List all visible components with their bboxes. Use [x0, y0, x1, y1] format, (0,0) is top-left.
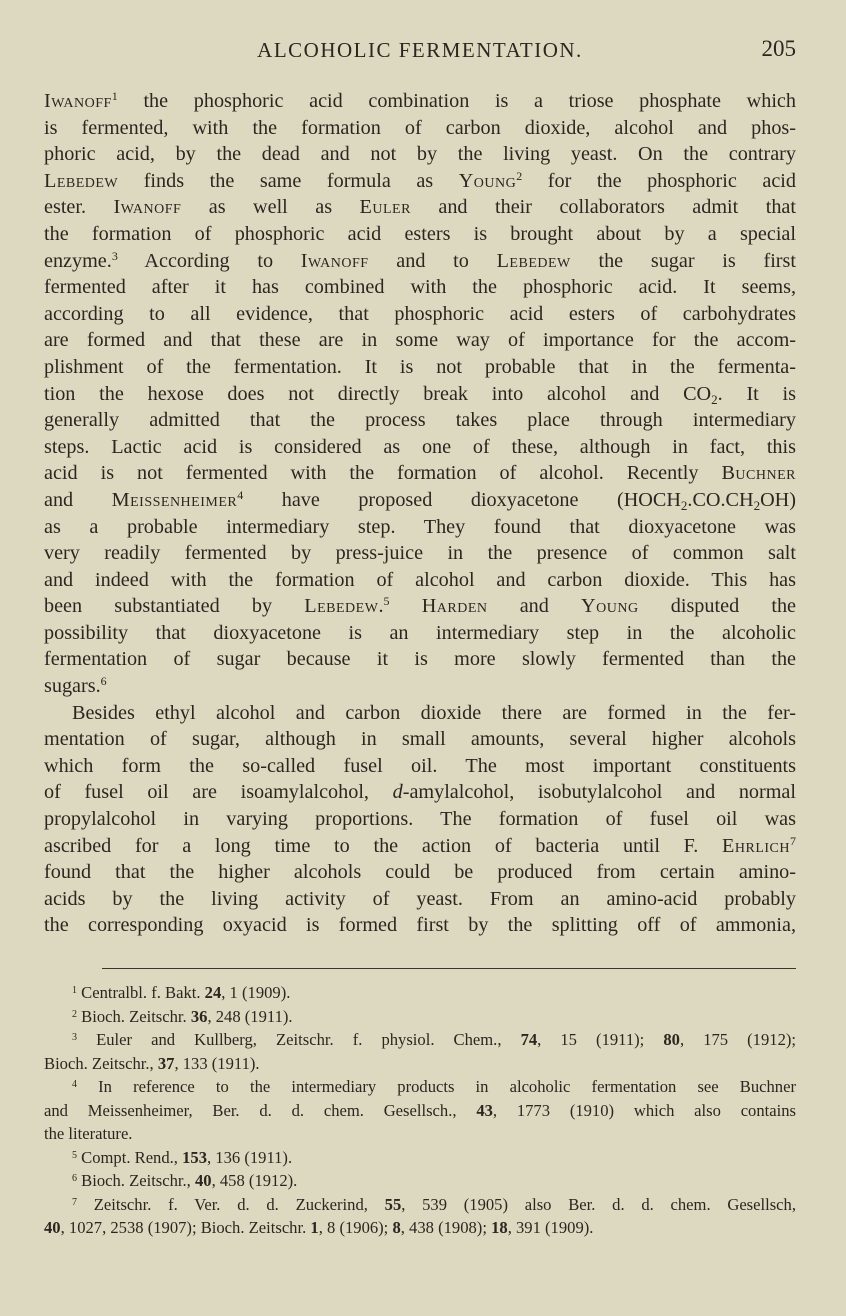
text-line: very readily fermented by press-juice in the presence of common salt	[44, 542, 796, 565]
footnote-divider	[102, 968, 796, 969]
footnote-ref: 5	[383, 594, 390, 609]
text-run: ascribed for a long time to the action of bacteria until F.	[44, 834, 723, 857]
paragraph-1	[44, 88, 796, 700]
running-title: ALCOHOLIC FERMENTATION.	[257, 38, 583, 62]
volume-number: 74	[520, 1030, 538, 1049]
author-name: Iwanoff	[300, 249, 369, 272]
text-run: and	[44, 488, 112, 511]
paragraph-2	[44, 700, 796, 939]
subscript: 2	[753, 497, 761, 513]
text-run: the phosphoric acid combination is a triose phosphate which	[117, 90, 796, 112]
footnote-number: 4	[72, 1079, 77, 1090]
author-name: Young	[581, 595, 639, 618]
text-line: Besides ethyl alcohol and carbon dioxide there are formed in the fer-	[72, 701, 796, 724]
text-run: have proposed dioxyacetone (HOCH	[243, 488, 681, 511]
text-run: Euler and Kullberg, Zeitschr. f. physiol. Chem.,	[77, 1030, 521, 1049]
page-header	[44, 36, 796, 68]
volume-number: 37	[157, 1053, 175, 1073]
volume-number: 43	[476, 1100, 493, 1120]
subscript: 2	[680, 497, 688, 513]
text-run: Compt. Rend.,	[77, 1147, 183, 1167]
text-line: are formed and that these are in some way of importance for the accom-	[44, 329, 796, 352]
text-run: for the phosphoric acid	[522, 169, 796, 192]
author-name: Iwanoff	[44, 90, 112, 112]
text-run: , 175 (1912);	[679, 1030, 797, 1049]
author-name: Lebedew	[44, 169, 119, 192]
text-run: , 8 (1906);	[318, 1218, 393, 1237]
text-line: fermentation of sugar because it is more slowly fermented than the	[44, 648, 796, 671]
text-run: , 1027, 2538 (1907); Bioch. Zeitschr.	[60, 1218, 311, 1237]
text-run: tion the hexose does not directly break into alcohol and CO	[44, 382, 712, 405]
author-name: Buchner	[721, 462, 796, 485]
volume-number: 24	[204, 983, 222, 1002]
footnote-ref: 3	[111, 248, 118, 263]
text-line: and indeed with the formation of alcohol and carbon dioxide. This has	[44, 568, 796, 591]
footnote-3	[44, 1028, 796, 1052]
text-run: enzyme.	[44, 249, 112, 272]
author-name: Young	[458, 169, 517, 192]
footnote-number: 5	[72, 1149, 77, 1161]
text-line	[44, 381, 796, 408]
text-run: been substantiated by	[44, 595, 305, 618]
volume-number: 18	[491, 1218, 508, 1237]
text-line: is fermented, with the formation of carbon dioxide, alcohol and phos-	[44, 116, 796, 139]
author-name: Ehrlich	[722, 834, 790, 857]
text-run	[389, 595, 421, 617]
footnote-4	[44, 1075, 796, 1099]
footnote-number: 6	[72, 1173, 77, 1184]
subscript: 2	[711, 391, 718, 407]
text-line	[44, 779, 796, 806]
text-line	[44, 593, 796, 620]
text-run: According to	[117, 249, 301, 272]
text-run: , 391 (1909).	[507, 1218, 594, 1237]
text-run: , 1 (1909).	[221, 983, 291, 1002]
text-line: possibility that dioxyacetone is an intermediary step in the alcoholic	[44, 621, 796, 644]
footnote-number: 3	[72, 1032, 77, 1043]
text-run: , 458 (1912).	[211, 1171, 298, 1190]
volume-number: 1	[310, 1218, 319, 1237]
text-run: , 1773 (1910) which also contains	[492, 1100, 796, 1120]
text-run: and Meissenheimer, Ber. d. d. chem. Gesellsch.,	[44, 1100, 477, 1120]
text-run: OH)	[760, 488, 796, 511]
text-run: Bioch. Zeitschr.,	[44, 1053, 158, 1073]
text-run: and to	[368, 249, 497, 272]
text-run: Bioch. Zeitschr.,	[77, 1171, 195, 1190]
text-line	[44, 460, 796, 487]
footnote-number: 1	[72, 985, 77, 996]
volume-number: 40	[44, 1218, 61, 1237]
text-run: Bioch. Zeitschr.	[77, 1006, 191, 1026]
text-line: generally admitted that the process takes place through intermediary	[44, 409, 796, 432]
text-run: and	[487, 595, 582, 618]
text-line	[44, 88, 796, 115]
author-name: Euler	[359, 196, 411, 219]
text-line	[44, 168, 796, 195]
text-line: as a probable intermediary step. They found that dioxyacetone was	[44, 515, 796, 538]
text-line	[44, 194, 796, 221]
footnote-ref: 1	[111, 89, 118, 103]
footnote-ref: 7	[790, 833, 796, 848]
footnotes	[44, 981, 796, 1240]
text-line: phoric acid, by the dead and not by the living yeast. On the contrary	[44, 143, 796, 166]
text-run: , 133 (1911).	[174, 1053, 260, 1073]
text-line	[44, 248, 796, 275]
text-run: , 248 (1911).	[207, 1006, 293, 1026]
volume-number: 153	[182, 1147, 207, 1167]
text-run: In reference to the intermediary products in alcoholic fermentation see Buchner	[77, 1077, 796, 1096]
author-name: Meissenheimer	[111, 488, 238, 511]
text-line	[44, 833, 796, 860]
text-run: , 539 (1905) also Ber. d. d. chem. Gesellsch,	[401, 1194, 796, 1214]
text-line: steps. Lactic acid is considered as one of these, although in fact, this	[44, 435, 796, 458]
text-line: fermented after it has combined with the phosphoric acid. It seems,	[44, 276, 796, 299]
text-run: acid is not fermented with the formation of alcohol. Recently	[44, 462, 722, 485]
text-line: according to all evidence, that phosphoric acid esters of carbohydrates	[44, 302, 796, 325]
text-line: acids by the living activity of yeast. From an amino-acid probably	[44, 887, 796, 910]
volume-number: 8	[392, 1218, 401, 1237]
footnote-4-end: the literature.	[44, 1124, 133, 1143]
text-line: plishment of the fermentation. It is not probable that in the fermenta-	[44, 355, 796, 378]
text-line: the corresponding oxyacid is formed first by the splitting off of ammonia,	[44, 914, 796, 937]
footnote-7-continued	[44, 1216, 796, 1240]
footnote-7	[44, 1193, 796, 1217]
footnote-number: 2	[72, 1008, 77, 1020]
body-text	[44, 88, 796, 939]
footnote-ref: 4	[237, 487, 244, 502]
footnote-ref: 2	[516, 168, 523, 183]
text-run: ester.	[44, 196, 114, 219]
text-run: and their collaborators admit that	[410, 196, 796, 219]
italic-prefix: d	[392, 781, 403, 804]
footnote-1	[44, 981, 796, 1005]
volume-number: 55	[384, 1194, 402, 1214]
text-run: of fusel oil are isoamylalcohol,	[44, 781, 393, 804]
footnote-6	[44, 1169, 796, 1193]
text-run: Zeitschr. f. Ver. d. d. Zuckerind,	[77, 1194, 385, 1214]
author-name: Lebedew	[496, 249, 571, 272]
text-run: , 438 (1908);	[400, 1218, 492, 1237]
text-line: the formation of phosphoric acid esters is brought about by a special	[44, 222, 796, 245]
page-number: 205	[761, 36, 796, 61]
author-name: Iwanoff	[113, 196, 182, 219]
text-run: sugars.	[44, 675, 101, 698]
footnote-2	[44, 1005, 796, 1029]
text-run: . It is	[717, 382, 797, 405]
footnote-ref: 6	[100, 674, 107, 689]
text-run: as well as	[181, 196, 360, 219]
footnote-3-continued	[44, 1052, 796, 1076]
volume-number: 40	[194, 1171, 212, 1190]
text-line: found that the higher alcohols could be produced from certain amino-	[44, 861, 796, 884]
footnote-5	[44, 1146, 796, 1170]
text-run: Centralbl. f. Bakt.	[77, 983, 205, 1002]
text-run: -amylalcohol, isobutylalcohol and normal	[402, 781, 797, 804]
footnote-4-continued	[44, 1099, 796, 1123]
text-run: .	[378, 595, 384, 618]
text-run: disputed the	[638, 595, 797, 618]
text-run: , 15 (1911);	[537, 1030, 664, 1049]
text-line	[44, 673, 796, 700]
author-name: Harden	[421, 595, 488, 618]
text-run: the sugar is first	[570, 249, 796, 272]
text-line: mentation of sugar, although in small amounts, several higher alcohols	[44, 728, 796, 751]
volume-number: 36	[190, 1006, 208, 1026]
text-line: which form the so-called fusel oil. The most important constituents	[44, 754, 796, 777]
author-name: Lebedew	[304, 595, 379, 618]
text-run: , 136 (1911).	[207, 1147, 293, 1167]
text-line	[44, 487, 796, 514]
footnote-number: 7	[72, 1196, 77, 1208]
text-line: propylalcohol in varying proportions. The formation of fusel oil was	[44, 808, 796, 831]
text-run: .CO.CH	[687, 488, 754, 511]
text-run: finds the same formula as	[118, 169, 459, 192]
volume-number: 80	[663, 1030, 680, 1049]
